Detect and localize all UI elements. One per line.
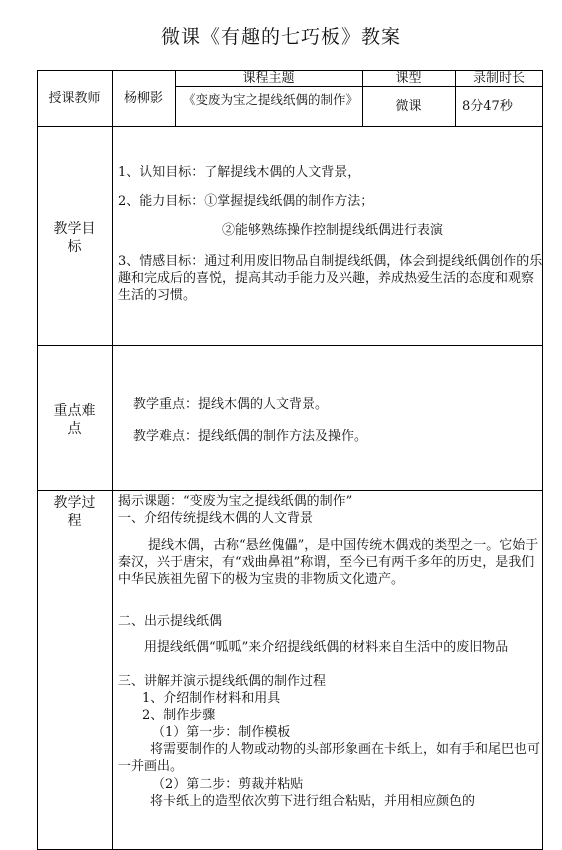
goal-ability-2: ②能够熟练操作控制提线纸偶进行表演 (222, 223, 444, 238)
goals-label: 教学目标 (53, 221, 96, 255)
process-line: （1）第一步：制作模板 (152, 725, 291, 740)
process-line: （2）第二步：剪裁并粘贴 (152, 777, 304, 792)
key-points-label: 重点难点 (53, 403, 96, 437)
process-line: 用提线纸偶“呱呱”来介绍提线纸偶的材料来自生活中的废旧物品 (144, 640, 509, 655)
topic-label: 课程主题 (242, 71, 295, 86)
duration-label: 录制时长 (472, 71, 525, 86)
process-line: 提线木偶，古称“悬丝傀儡”，是中国传统木偶戏的类型之一。它始于秦汉，兴于唐宋，有“戏曲鼻祖”称谓，至今已有两千多年的历史，是我们中华民族祖先留下的极为宝贵的非物质文化遗产。 (118, 538, 539, 587)
document-title: 微课《有趣的七巧板》教案 (160, 26, 401, 48)
process-label: 教学过程 (53, 495, 96, 529)
teacher-name: 杨柳影 (123, 91, 163, 106)
teaching-difficulty: 教学难点：提线纸偶的制作方法及操作。 (133, 429, 368, 444)
table-rule (112, 70, 113, 850)
process-line: 二、出示提线纸偶 (118, 614, 223, 629)
topic-value: 《变废为宝之提线纸偶的制作》 (183, 92, 359, 107)
duration-value: 8分47秒 (462, 99, 513, 114)
process-line: 1、介绍制作材料和用具 (142, 691, 281, 706)
process-line: 2、制作步骤 (142, 708, 216, 723)
type-label: 课型 (395, 71, 422, 86)
goal-emotional: 3、情感目标：通过利用废旧物品自制提线纸偶，体会到提线纸偶创作的乐趣和完成后的喜悦，提高其动手能力及兴趣，养成热爱生活的态度和观察生活的习惯。 (118, 254, 543, 303)
teacher-label: 授课教师 (48, 91, 101, 106)
goal-cognitive: 1、认知目标：了解提线木偶的人文背景， (118, 165, 361, 180)
process-line: 三、讲解并演示提线纸偶的制作过程 (118, 674, 327, 689)
teaching-focus: 教学重点：提线木偶的人文背景。 (133, 397, 329, 412)
type-value: 微课 (395, 99, 422, 114)
process-line: 将需要制作的人物或动物的头部形象画在卡纸上，如有手和尾巴也可一并画出。 (118, 742, 541, 774)
process-line: 将卡纸上的造型依次剪下进行组合粘贴，并用相应颜色的 (150, 794, 476, 809)
goal-ability: 2、能力目标：①掌握提线纸偶的制作方法； (118, 194, 374, 209)
process-line: 揭示课题：“变废为宝之提线纸偶的制作” (118, 494, 353, 509)
process-line: 一、介绍传统提线木偶的人文背景 (118, 511, 314, 526)
